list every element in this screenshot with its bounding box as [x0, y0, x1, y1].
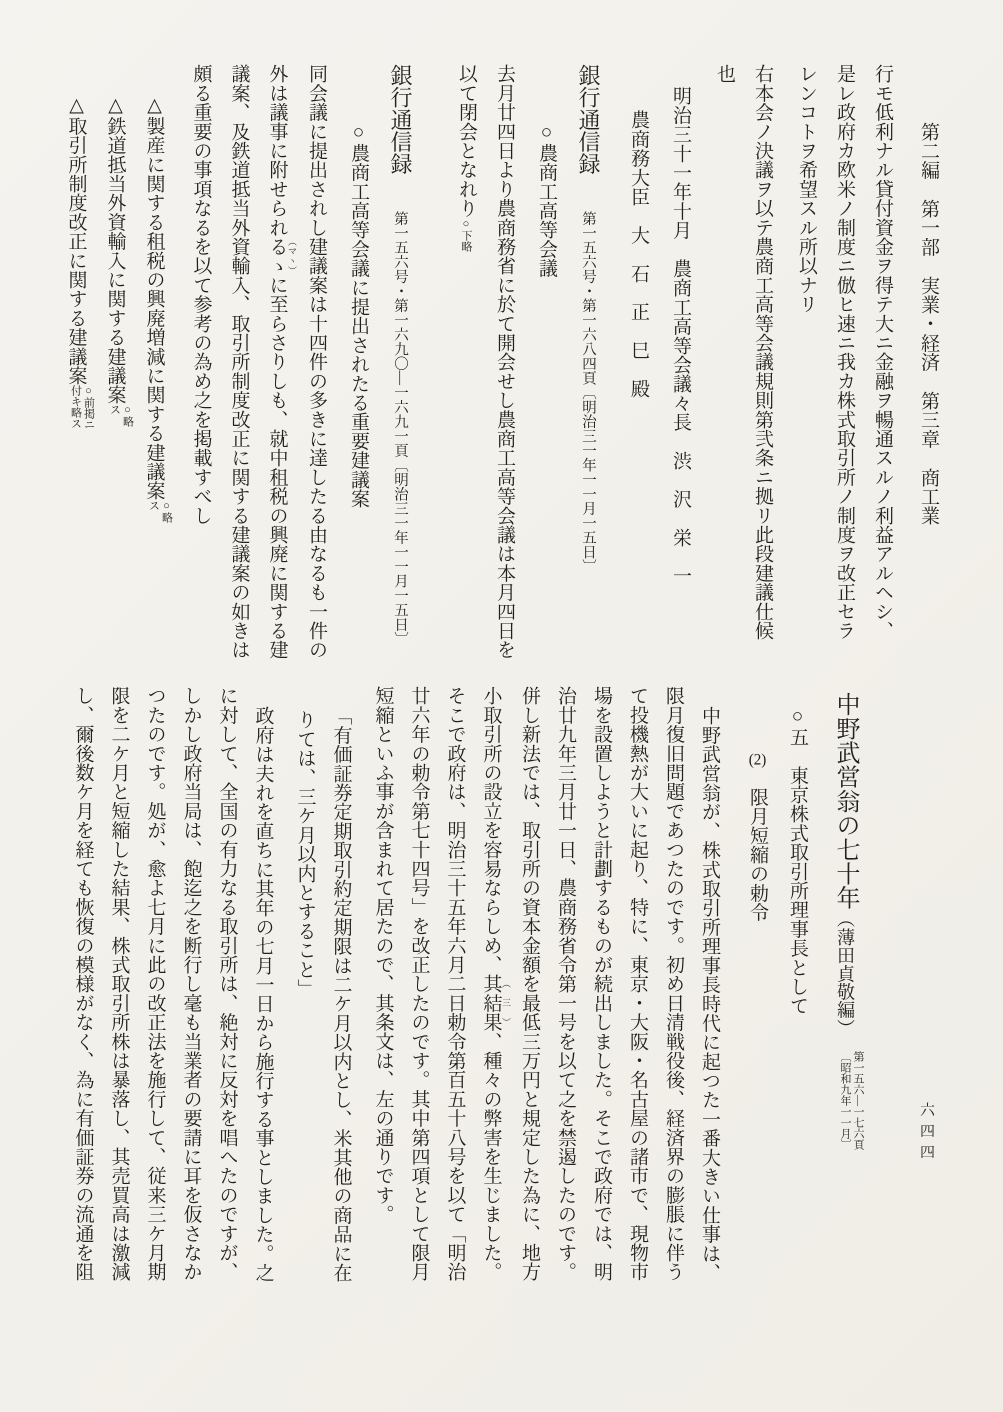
section-heading — [739, 686, 775, 1306]
article-heading — [527, 64, 565, 680]
citation-ref: 第一五六号・第一六九〇—一六九一頁〔明治三一年一一月一五日〕 — [392, 211, 408, 646]
side-annotation: るゝ （マヽ） — [266, 236, 297, 276]
text-run: 限月短縮の勅令 — [747, 768, 768, 922]
text-run: しかし政府当局は、飽迄之を断行し毫も当業者の要請に耳を仮さなか — [180, 686, 202, 1282]
text-column — [258, 64, 298, 680]
text-run: 行モ低利ナル貸付資金ヲ得テ大ニ金融ヲ暢通スルノ利益アルヘシ、 — [872, 64, 893, 640]
text-run: ○農商工高等会議に提出されたる重要建議案 — [348, 122, 369, 508]
text-column — [547, 686, 583, 1306]
item-number: (2) — [748, 752, 767, 768]
proposal-item — [57, 64, 96, 680]
text-column — [437, 686, 473, 1306]
text-run: 小取引所の設立を容易ならしめ、 — [480, 686, 502, 974]
text-run: 「有価証券定期取引約定期限は二ケ月以内とし、米其他の商品に在 — [330, 706, 352, 1282]
article-title — [827, 686, 865, 1306]
text-run: し、爾後数ケ月を経ても恢復の模様がなく、為に有価証券の流通を阻 — [72, 686, 94, 1282]
text-run: レンコトヲ希望スル所以ナリ — [796, 64, 817, 314]
text-column — [743, 64, 781, 680]
tiny-note: ○略 ス — [147, 500, 173, 524]
quoted-clause — [287, 686, 323, 1306]
text-run: 議案、及鉄道抵当外資輸入、取引所制度改正に関する建議案の如きは — [228, 64, 250, 660]
text-column — [583, 686, 619, 1306]
text-column — [787, 64, 825, 680]
text-run: 限月復旧問題であつたのです。初め日清戦役後、経済界の膨脹に伴う — [663, 686, 684, 1282]
chapter-heading — [779, 686, 815, 1306]
proposal-item — [96, 64, 135, 680]
text-run: 以て閉会となれり — [456, 64, 477, 218]
text-column — [137, 686, 173, 1306]
source-title — [569, 64, 607, 680]
text-column — [825, 64, 863, 680]
text-column — [209, 686, 245, 1306]
text-column — [473, 686, 512, 1306]
text-run: △製産に関する租税の興廃増減に関する建議案 — [143, 94, 165, 501]
text-run: 外は議事に附せられ — [266, 64, 288, 237]
article-heading — [339, 64, 377, 680]
text-column — [101, 686, 137, 1306]
text-run: △鉄道抵当外資輸入に関する建議案 — [104, 94, 126, 405]
text-run: 、種々の弊害を生じました。 — [480, 1031, 502, 1282]
text-run: 農商務大臣 大 石 正 巳 殿 — [628, 110, 649, 398]
text-run: 治廿九年三月廿一日、農商務省令第一号を以て之を禁遏したのです。 — [555, 686, 576, 1282]
text-run: 廿六年の勅令第七十四号」を改正したのです。其中第四項として限月 — [408, 686, 430, 1282]
text-run: 短縮といふ事が含まれて居たので、其条文は、左の通りです。 — [372, 686, 394, 1224]
text-run: つたのです。処が、愈よ七月に此の改正法を施行して、従来三ケ月期 — [144, 686, 166, 1282]
tiny-note: 第一五六—一七六頁 〔昭和九年一一月〕 — [839, 1051, 864, 1151]
text-column — [65, 686, 101, 1306]
text-run: 同会議に提出されし建議案は十四件の多きに達したる由なるも一件の — [306, 64, 327, 660]
text-column — [182, 64, 220, 680]
date-signature — [661, 64, 699, 680]
top-text-block — [57, 64, 948, 680]
title-text: 中野武営翁の七十年 — [832, 692, 858, 910]
text-run: て投機熱が大いに起り、特に、東京・大阪・名古屋の諸市で、現物市 — [627, 686, 648, 1282]
source-name: 銀行通信録 — [388, 64, 413, 175]
tiny-note: ○略 ス — [108, 404, 134, 428]
text-column — [863, 64, 901, 680]
text-run: 頗る重要の事項なるを以て参考の為め之を掲載すべし — [190, 64, 212, 525]
text-column — [297, 64, 335, 680]
text-run: 併し新法では、取引所の資本金額を最低三万円と規定した為に、地方 — [519, 686, 540, 1282]
citation-ref: 第一五六号・第一六八四頁〔明治三一年一一月一五日〕 — [580, 211, 596, 574]
text-run: りては、三ケ月以内とすること」 — [294, 710, 316, 998]
text-run: に至らさりしも、就中租税の興廃に関する建 — [266, 275, 288, 660]
text-run: 右本会ノ決議ヲ以テ農商工高等会議規則第弐条ニ拠リ此段建議仕候 — [752, 64, 773, 640]
text-column — [220, 64, 258, 680]
text-run: 場を設置しようと計劃するものが続出しました。そこで政府では、明 — [591, 686, 612, 1282]
editor-note: （薄田貞敬編） — [835, 909, 855, 1038]
text-column — [655, 686, 691, 1306]
text-column — [619, 686, 655, 1306]
text-column — [401, 686, 437, 1306]
tiny-note: ○下略 — [460, 217, 472, 252]
text-run: に対して、全国の有力なる取引所は、絶対に反対を唱へたのですが、 — [216, 686, 238, 1282]
text-column — [447, 64, 485, 680]
text-run: そこで政府は、明治三十五年六月二日勅令第百五十八号を以て「明治 — [444, 686, 466, 1282]
text-run: ○農商工高等会議 — [536, 122, 557, 278]
text-run: 去月廿四日より農商務省に於て開会せし農商工高等会議は本月四日を — [494, 64, 515, 660]
text-run: 政府は夫れを直ちに其年の七月一日から施行する事としました。之 — [252, 706, 274, 1282]
source-title — [381, 64, 419, 680]
text-run: ○五 東京株式取引所理事長として — [787, 706, 808, 1016]
quoted-clause — [323, 686, 359, 1306]
text-column — [511, 686, 547, 1306]
text-column — [485, 64, 523, 680]
text-run: 也 — [714, 64, 735, 84]
text-column — [245, 686, 281, 1306]
text-column — [705, 64, 743, 680]
source-name: 銀行通信録 — [576, 64, 601, 175]
text-run: 中野武営翁が、株式取引所理事長時代に起つた一番大きい仕事は、 — [699, 706, 720, 1282]
text-column — [365, 686, 401, 1306]
text-column — [691, 686, 727, 1306]
text-run: 明治三十一年十月 農商工高等会議々長 渋 沢 栄 一 — [670, 86, 691, 586]
folio-page-number: 六四四 — [918, 1102, 934, 1165]
addressee — [619, 64, 657, 680]
text-run: 是レ政府カ欧米ノ制度ニ倣ヒ速ニ我カ株式取引所ノ制度ヲ改正セラ — [834, 64, 855, 640]
text-run: 第二編 第一部 実業・経済 第三章 商工業 — [918, 122, 939, 526]
tiny-note: ○前掲ニ 付キ略ス — [69, 385, 95, 430]
text-run: △取引所制度改正に関する建議案 — [65, 94, 87, 385]
running-head — [909, 64, 947, 680]
side-annotation: 其結果 （三） — [480, 974, 511, 1032]
text-column — [173, 686, 209, 1306]
proposal-item — [135, 64, 174, 680]
text-run: 限を二ケ月と短縮した結果、株式取引所株は暴落し、其売買高は激減 — [108, 686, 130, 1282]
bottom-text-block — [65, 686, 866, 1306]
